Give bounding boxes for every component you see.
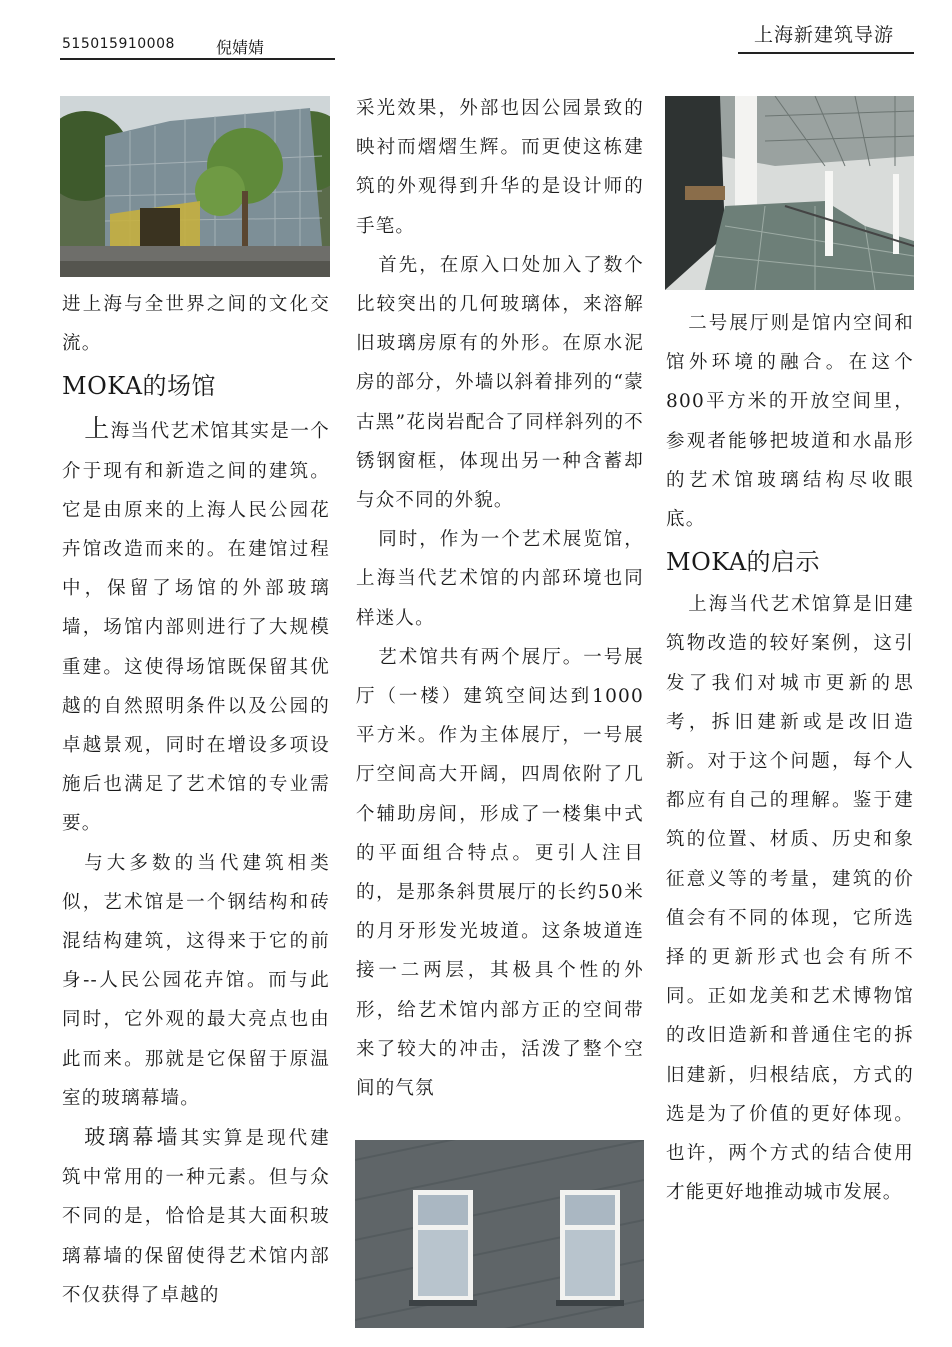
magazine-title: 上海新建筑导游	[754, 24, 895, 46]
photo-glass-exterior	[60, 96, 330, 277]
column-1	[62, 285, 330, 1315]
column-2	[356, 89, 644, 1108]
lead-term: 玻璃幕墙	[84, 1125, 181, 1150]
column-3	[666, 304, 914, 1212]
section-heading-insight: MOKA的启示	[666, 548, 821, 577]
col2-paragraph-2: 首先，在原入口处加入了数个比较突出的几何玻璃体，来溶解旧玻璃房原有的外形。在原水泥房的部分，外墙以斜着排列的“蒙古黑”花岗岩配合了同样斜列的不锈钢窗框，体现出另一种含蓄却与众不同的外貌。	[356, 254, 644, 512]
col1-paragraph-3	[62, 1118, 330, 1315]
col2-paragraph-4: 艺术馆共有两个展厅。一号展厅（一楼）建筑空间达到1000平方米。作为主体展厅，一号展厅空间高大开阔，四周依附了几个辅助房间，形成了一楼集中式的平面组合特点。更引人注目的，是那条斜贯展厅的长约50米的月牙形发光坡道。这条坡道连接一二两层，其极具个性的外形，给艺术馆内部方正的空间带来了较大的冲击，活泼了整个空间的气氛	[356, 646, 644, 1100]
col3-paragraph-1: 二号展厅则是馆内空间和馆外环境的融合。在这个800平方米的开放空间里，参观者能够把坡道和水晶形的艺术馆玻璃结构尽收眼底。	[666, 313, 914, 531]
col1-continued-text: 进上海与全世界之间的文化交流。	[62, 294, 330, 355]
col1-paragraph-1	[62, 409, 330, 843]
drop-cap: 上	[84, 414, 111, 444]
header-rule-left	[60, 58, 335, 60]
header-rule-right	[738, 52, 914, 54]
col1-paragraph-1-text: 海当代艺术馆其实是一个介于现有和新造之间的建筑。它是由原来的上海人民公园花卉馆改造而来的。在建馆过程中，保留了场馆的外部玻璃墙，场馆内部则进行了大规模重建。这使得场馆既保留其优越的自然照明条件以及公园的卓越景观，同时在增设多项设施后也满足了艺术馆的专业需要。	[62, 421, 330, 835]
col2-paragraph-3: 同时，作为一个艺术展览馆，上海当代艺术馆的内部环境也同样迷人。	[356, 529, 644, 629]
photo-stone-wall-windows	[355, 1140, 644, 1328]
col1-paragraph-3-text: 其实算是现代建筑中常用的一种元素。但与众不同的是，恰恰是其大面积玻璃幕墙的保留使得艺术馆内部不仅获得了卓越的	[62, 1128, 330, 1306]
student-id: 515015910008	[62, 36, 175, 52]
section-heading-venue: MOKA的场馆	[62, 372, 217, 401]
col1-paragraph-2: 与大多数的当代建筑相类似，艺术馆是一个钢结构和砖混结构建筑，这得来于它的前身--人民公园花卉馆。而与此同时，它外观的最大亮点也由此而来。那就是它保留于原温室的玻璃幕墙。	[62, 852, 330, 1109]
col2-paragraph-1: 采光效果，外部也因公园景致的映衬而熠熠生辉。而更使这栋建筑的外观得到升华的是设计师的手笔。	[356, 98, 644, 237]
photo-interior-ramp	[665, 96, 914, 290]
col3-paragraph-2: 上海当代艺术馆算是旧建筑物改造的较好案例，这引发了我们对城市更新的思考，拆旧建新或是改旧造新。对于这个问题，每个人都应有自己的理解。鉴于建筑的位置、材质、历史和象征意义等的考量，建筑的价值会有不同的体现，它所选择的更新形式也会有所不同。正如龙美和艺术博物馆的改旧造新和普通住宅的拆旧建新，归根结底，方式的选是为了价值的更好体现。也许，两个方式的结合使用才能更好地推动城市发展。	[666, 594, 914, 1204]
author-name: 倪婧婧	[216, 38, 265, 57]
